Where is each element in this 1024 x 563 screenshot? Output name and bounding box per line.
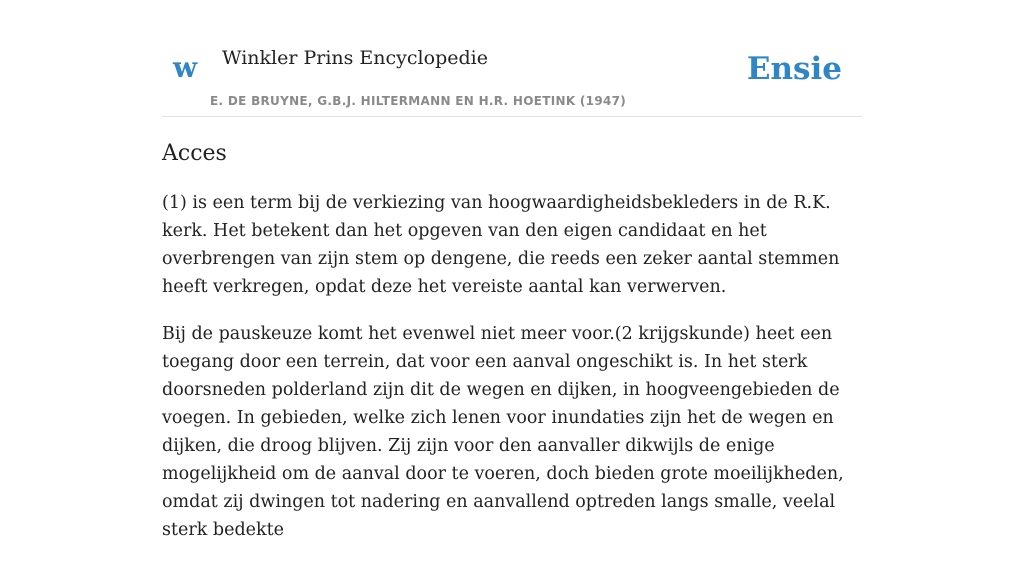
book-title[interactable]: Winkler Prins Encyclopedie: [222, 47, 488, 69]
book-logo-icon[interactable]: w: [173, 51, 198, 84]
entry-title: Acces: [162, 141, 227, 166]
entry-content: [162, 138, 862, 563]
brand-logo[interactable]: Ensie: [746, 51, 842, 87]
entry-paragraph: Bij de pauskeuze komt het evenwel niet meer voor.(2 krijgskunde) heet een toegang door een terrein, dat voor een aanval ongeschikt is. In het sterk doorsneden polderland zijn dit de wegen en dijken, in hoogveengebieden de voegen. In gebieden, welke zich lenen voor inundaties zijn het de wegen en dijken, die droog blijven. Zij zijn voor den aanvaller dikwijls de enige mogelijkheid om de aanval door te voeren, doch bieden grote moeilijkheden, omdat zij dwingen tot nadering en aanvallend optreden langs smalle, veelal sterk bedekte: [162, 324, 844, 540]
entry-paragraph: (1) is een term bij de verkiezing van hoogwaardigheidsbekleders in de R.K. kerk. Het betekent dan het opgeven van den eigen candidaat en het overbrengen van zijn stem op dengene, die reeds een zeker aantal stemmen heeft verkregen, opdat deze het vereiste aantal kan verwerven.: [162, 193, 840, 297]
header: [162, 0, 862, 117]
book-authors: E. DE BRUYNE, G.B.J. HILTERMANN EN H.R. HOETINK (1947): [210, 94, 627, 108]
